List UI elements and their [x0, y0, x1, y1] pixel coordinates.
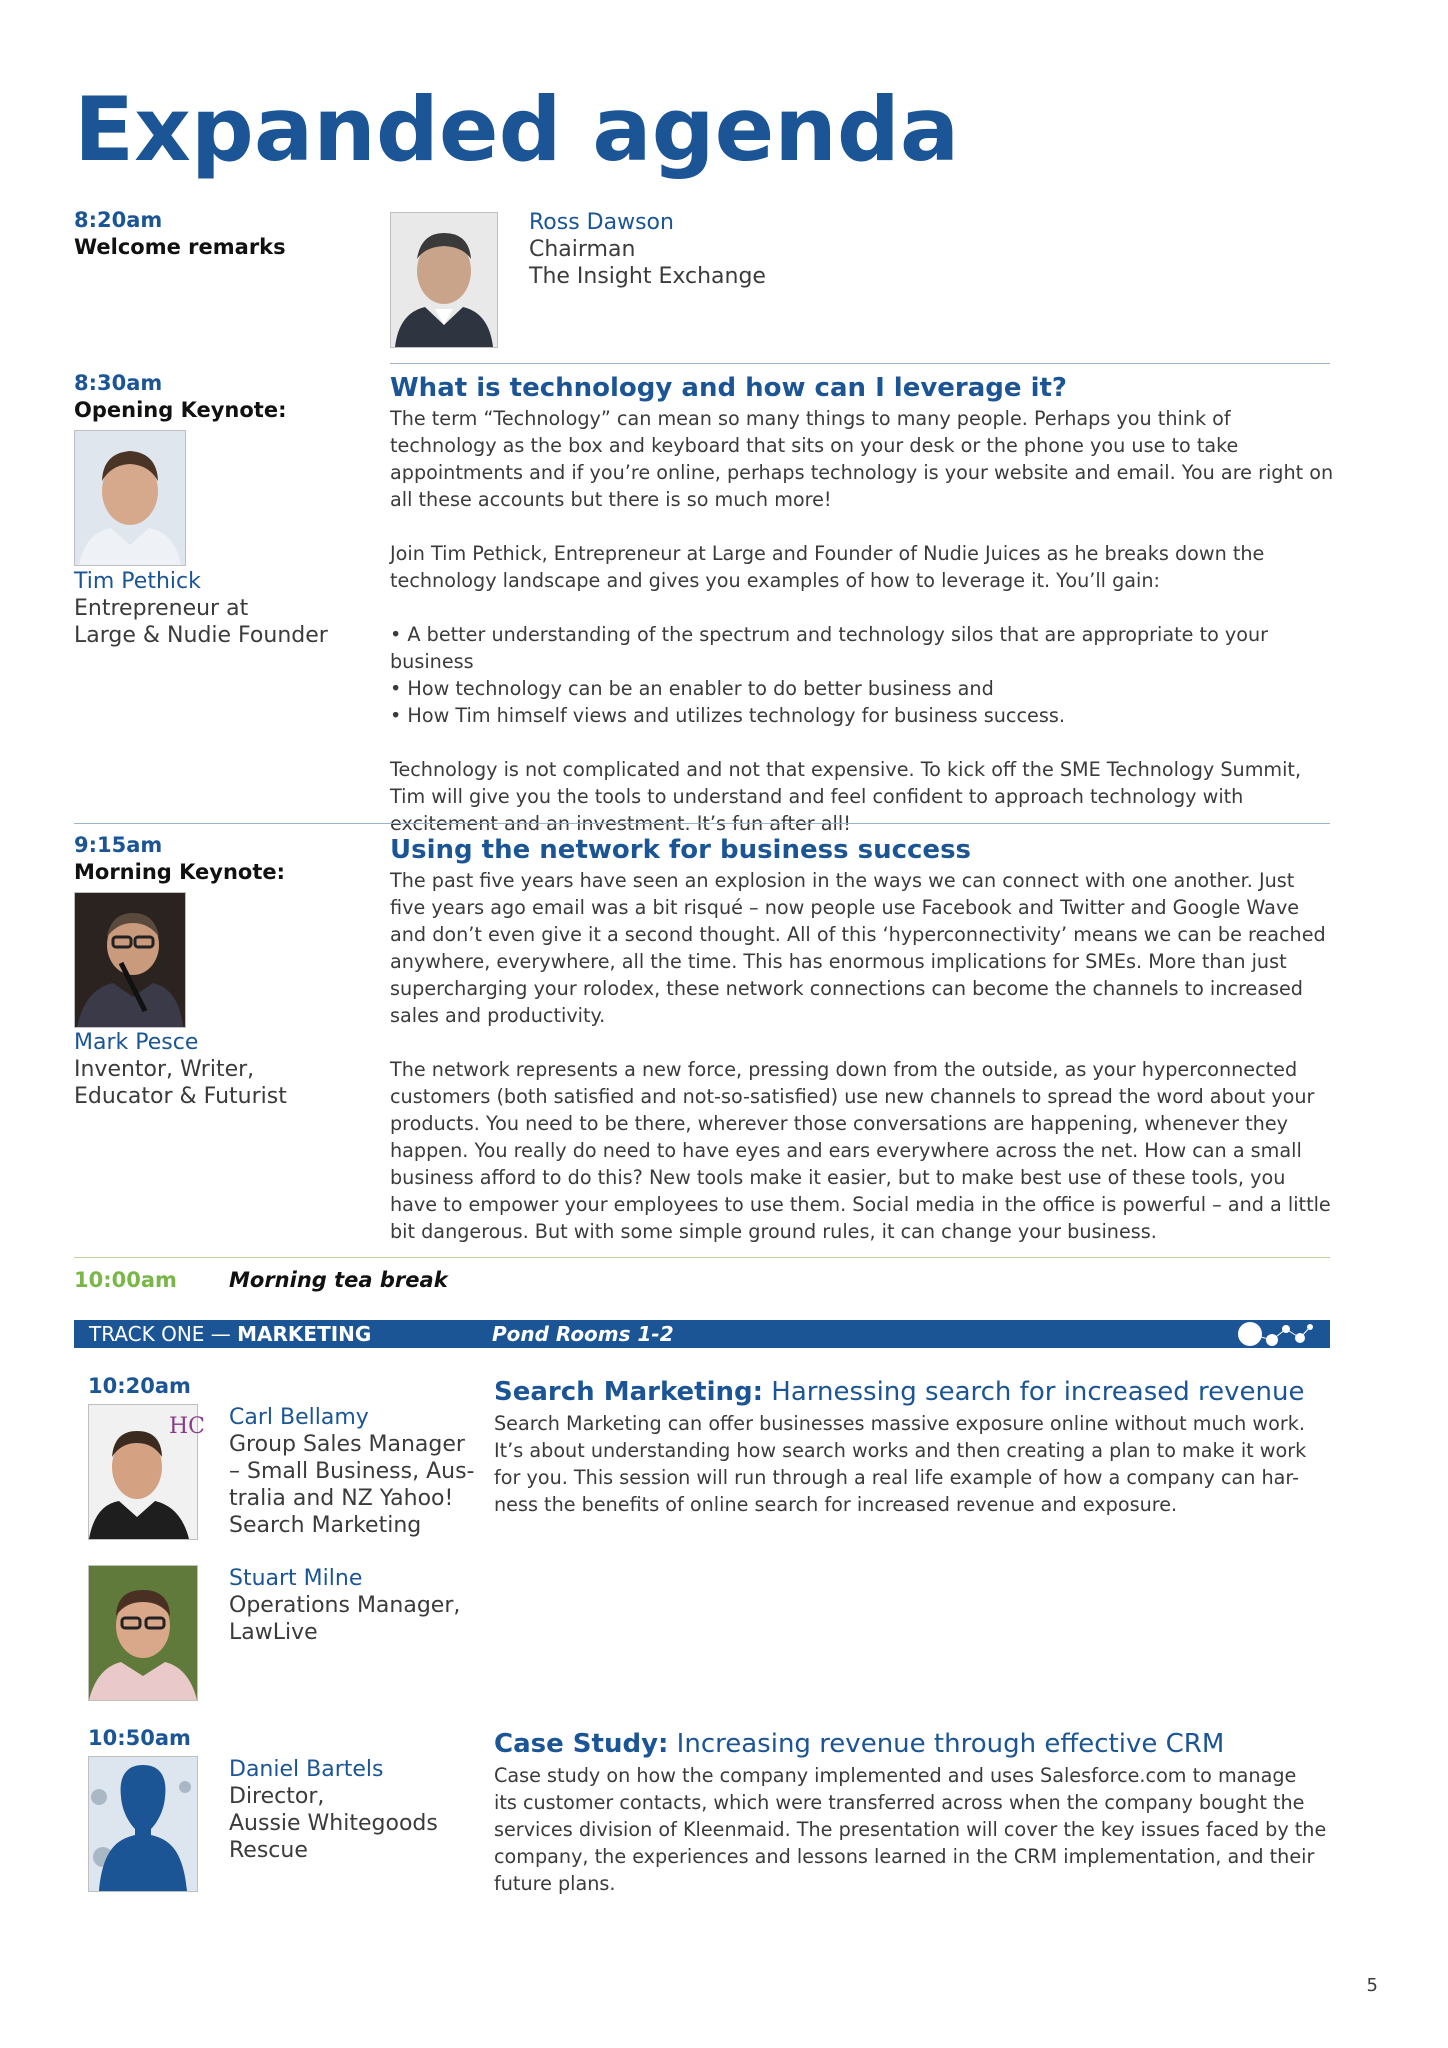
stuart-milne-role-1: Operations Manager, [229, 1593, 461, 1618]
divider [74, 823, 1330, 824]
daniel-bartels-role-1: Director, [229, 1784, 325, 1809]
opening-label: Opening Keynote: [74, 398, 287, 422]
text-line: for you. This session will run through a real life example of how a company can har- [494, 1466, 1300, 1489]
carl-bellamy-role-1: Group Sales Manager [229, 1432, 465, 1457]
track-name: MARKETING [237, 1322, 372, 1346]
morning-description [390, 867, 1335, 1245]
mark-pesce-role-2: Educator & Futurist [74, 1084, 287, 1109]
text-line: its customer contacts, which were transferred across when the company bought the [494, 1791, 1305, 1814]
ross-dawson-org: The Insight Exchange [529, 264, 766, 289]
carl-bellamy-photo [88, 1404, 206, 1540]
text-line: services division of Kleenmaid. The presentation will cover the key issues faced by the [494, 1818, 1327, 1841]
track-room: Pond Rooms 1-2 [492, 1322, 674, 1346]
session2-heading-rest: Increasing revenue through effective CRM [668, 1729, 1225, 1759]
session1-time: 10:20am [88, 1374, 191, 1398]
opening-description [390, 405, 1335, 837]
stuart-milne-role-2: LawLive [229, 1620, 318, 1645]
morning-time: 9:15am [74, 833, 163, 857]
divider [390, 363, 1330, 364]
carl-bellamy-name: Carl Bellamy [229, 1405, 369, 1430]
list-item: • How Tim himself views and utilizes technology for business success. [390, 702, 1335, 729]
opening-para-3: Technology is not complicated and not that expensive. To kick off the SME Technology Summit, Tim will give you the tools to understand and feel confident to approach technology with excitement and an investment. It’s fun after all! [390, 758, 1302, 835]
ross-dawson-photo [390, 212, 498, 348]
silhouette-icon [89, 1757, 197, 1891]
track-one-bar [74, 1320, 1330, 1348]
morning-para-2: The network represents a new force, pressing down from the outside, as your hyperconnected customers (both satisfied and not-so-satisfied) use new channels to spread the word about your products. You need to be there, wherever those conversations are happening, whenever they happen. You really do need to have eyes and ears everywhere across the net. How can a small business afford to do this? New tools make it easier, but to make best use of these tools, you have to empower your employees to use them. Social media in the office is powerful – and a little bit dangerous. But with some simple ground rules, it can change your business. [390, 1058, 1331, 1243]
session2-time: 10:50am [88, 1726, 191, 1750]
stuart-milne-name: Stuart Milne [229, 1566, 363, 1591]
daniel-bartels-name: Daniel Bartels [229, 1757, 384, 1782]
break-time: 10:00am [74, 1268, 177, 1292]
text-line: future plans. [494, 1872, 616, 1895]
tim-pethick-role-2: Large & Nudie Founder [74, 623, 328, 648]
mark-pesce-photo [74, 892, 186, 1028]
mark-pesce-role-1: Inventor, Writer, [74, 1057, 255, 1082]
track-title [89, 1320, 371, 1348]
session2-heading-bold: Case Study: [494, 1729, 669, 1759]
text-line: Search Marketing can offer businesses massive exposure online without much work. [494, 1412, 1305, 1435]
track-prefix: TRACK ONE — [89, 1322, 238, 1346]
text-line: Case study on how the company implemented and uses Salesforce.com to manage [494, 1764, 1297, 1787]
opening-para-1: The term “Technology” can mean so many things to many people. Perhaps you think of technology as the box and keyboard that sits on your desk or the phone you use to take appointments and if you’re online, perhaps technology is your website and email. You are right on all these accounts but there is so much more! [390, 407, 1334, 511]
morning-label: Morning Keynote: [74, 860, 286, 884]
text-line: ness the benefits of online search for increased revenue and exposure. [494, 1493, 1178, 1516]
divider [74, 1257, 1330, 1258]
daniel-bartels-photo [88, 1756, 198, 1892]
daniel-bartels-role-3: Rescue [229, 1838, 308, 1863]
session1-heading-bold: Search Marketing: [494, 1377, 764, 1407]
session2-description [494, 1762, 1334, 1897]
welcome-label: Welcome remarks [74, 235, 286, 259]
page-title: Expanded agenda [74, 78, 960, 181]
portrait-icon [391, 213, 497, 347]
page-number: 5 [1366, 1975, 1378, 1996]
opening-para-2: Join Tim Pethick, Entrepreneur at Large and Founder of Nudie Juices as he breaks down the technology landscape and gives you examples of how to leverage it. You’ll gain: [390, 542, 1265, 592]
svg-text:HC: HC [169, 1414, 206, 1439]
portrait-icon [75, 893, 185, 1027]
stuart-milne-photo [88, 1565, 198, 1701]
opening-heading: What is technology and how can I leverage it? [390, 373, 1068, 403]
ross-dawson-role: Chairman [529, 237, 636, 262]
portrait-icon [75, 431, 185, 565]
tim-pethick-name: Tim Pethick [74, 569, 201, 594]
text-line: company, the experiences and lessons learned in the CRM implementation, and their [494, 1845, 1315, 1868]
carl-bellamy-role-3: tralia and NZ Yahoo! [229, 1486, 454, 1511]
morning-heading: Using the network for business success [390, 835, 972, 865]
break-label: Morning tea break [229, 1268, 448, 1292]
welcome-time: 8:20am [74, 208, 163, 232]
session2-heading [494, 1729, 1224, 1759]
portrait-icon [89, 1405, 206, 1539]
opening-time: 8:30am [74, 371, 163, 395]
network-dots-icon [1238, 1320, 1318, 1348]
text-line: It’s about understanding how search works and then creating a plan to make it work [494, 1439, 1307, 1462]
ross-dawson-name: Ross Dawson [529, 210, 674, 235]
session1-heading [494, 1377, 1305, 1407]
carl-bellamy-role-4: Search Marketing [229, 1513, 422, 1538]
opening-benefits-list [390, 621, 1335, 729]
daniel-bartels-role-2: Aussie Whitegoods [229, 1811, 438, 1836]
tim-pethick-photo [74, 430, 186, 566]
morning-para-1: The past five years have seen an explosion in the ways we can connect with one another. Just five years ago email was a bit risqué – now people use Facebook and Twitter and Google Wave and don’t even give it a second thought. All of this ‘hyperconnectivity’ means we can be reached anywhere, everywhere, all the time. This has enormous implications for SMEs. More than just supercharging your rolodex, these network connections can become the channels to increased sales and productivity. [390, 869, 1326, 1027]
list-item: • How technology can be an enabler to do better business and [390, 675, 1335, 702]
session1-description [494, 1410, 1334, 1518]
carl-bellamy-role-2: – Small Business, Aus- [229, 1459, 475, 1484]
list-item: • A better understanding of the spectrum and technology silos that are appropriate to your business [390, 621, 1335, 675]
mark-pesce-name: Mark Pesce [74, 1030, 199, 1055]
portrait-icon [89, 1566, 197, 1700]
session1-heading-rest: Harnessing search for increased revenue [763, 1377, 1305, 1407]
tim-pethick-role-1: Entrepreneur at [74, 596, 249, 621]
